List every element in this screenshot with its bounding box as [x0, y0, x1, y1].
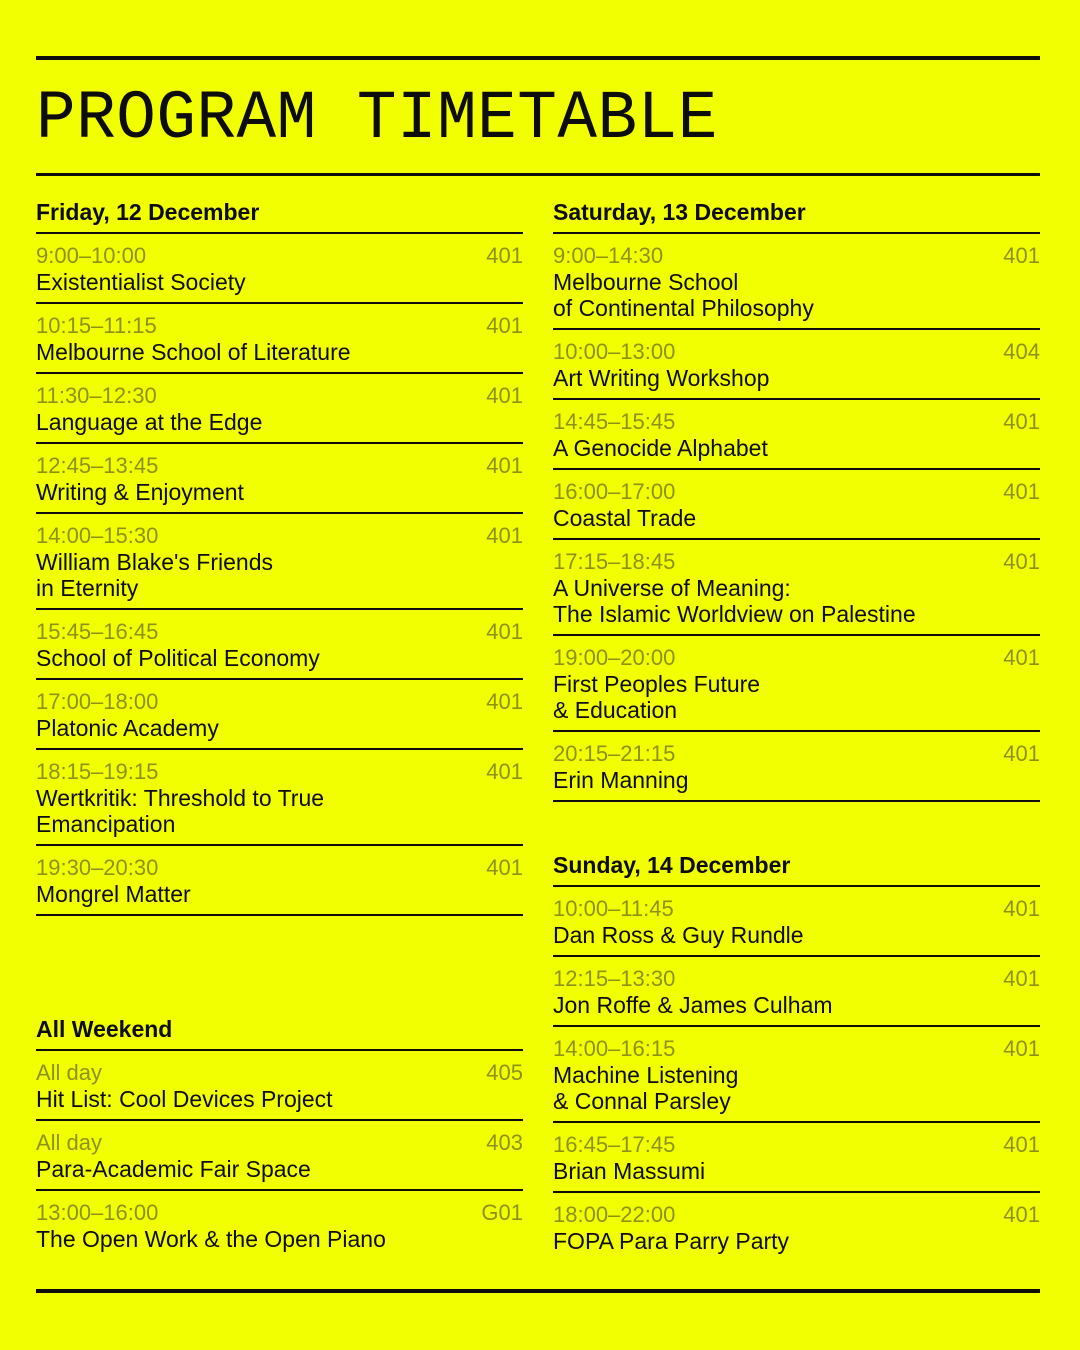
- event-time: 12:15–13:30: [553, 966, 676, 991]
- event-name: Wertkritik: Threshold to True Emancipation: [36, 785, 325, 837]
- event-name: A Genocide Alphabet: [553, 435, 768, 461]
- event-row: [553, 1027, 1040, 1123]
- event-time: 12:45–13:45: [36, 453, 159, 478]
- event-row: [36, 1191, 523, 1259]
- event-room: 405: [486, 1060, 523, 1085]
- saturday-events: [553, 234, 1040, 802]
- event-time: 19:00–20:00: [553, 645, 676, 670]
- event-room: 401: [486, 383, 523, 408]
- all-weekend-heading: All Weekend: [36, 1015, 523, 1051]
- event-time: All day: [36, 1130, 103, 1155]
- event-room: 401: [1003, 479, 1040, 504]
- event-time: 14:00–16:15: [553, 1036, 676, 1061]
- event-time: 10:00–11:45: [553, 896, 674, 921]
- event-row: [553, 1123, 1040, 1193]
- event-room: 401: [486, 313, 523, 338]
- event-name: Existentialist Society: [36, 269, 246, 295]
- event-row: [553, 636, 1040, 732]
- event-name: Melbourne School of Literature: [36, 339, 351, 365]
- event-time: 17:15–18:45: [553, 549, 676, 574]
- event-time: 10:00–13:00: [553, 339, 676, 364]
- event-room: 401: [1003, 896, 1040, 921]
- event-name: Erin Manning: [553, 767, 689, 793]
- event-name: Art Writing Workshop: [553, 365, 770, 391]
- event-room: 401: [1003, 1132, 1040, 1157]
- friday-heading: Friday, 12 December: [36, 198, 523, 234]
- event-name: FOPA Para Parry Party: [553, 1228, 790, 1254]
- event-room: 401: [1003, 1036, 1040, 1061]
- event-room: 401: [486, 243, 523, 268]
- event-room: G01: [481, 1200, 523, 1225]
- event-name: Para-Academic Fair Space: [36, 1156, 311, 1182]
- event-name: School of Political Economy: [36, 645, 320, 671]
- event-name: Platonic Academy: [36, 715, 219, 741]
- event-name: Dan Ross & Guy Rundle: [553, 922, 804, 948]
- event-row: [36, 304, 523, 374]
- sunday-section: [553, 851, 1040, 1261]
- event-row: [553, 732, 1040, 802]
- event-room: 401: [1003, 741, 1040, 766]
- event-name: Language at the Edge: [36, 409, 263, 435]
- friday-section: [36, 198, 523, 916]
- event-time: 9:00–10:00: [36, 243, 147, 268]
- event-time: 11:30–12:30: [36, 383, 157, 408]
- friday-events: [36, 234, 523, 916]
- event-row: [36, 846, 523, 916]
- event-name: Jon Roffe & James Culham: [553, 992, 833, 1018]
- event-room: 401: [486, 759, 523, 784]
- event-room: 401: [1003, 645, 1040, 670]
- saturday-section: [553, 198, 1040, 802]
- event-time: 16:00–17:00: [553, 479, 676, 504]
- event-row: [553, 540, 1040, 636]
- event-row: [36, 374, 523, 444]
- event-row: [36, 750, 523, 846]
- top-rule: [36, 56, 1040, 60]
- event-name: First Peoples Future & Education: [553, 671, 761, 723]
- event-row: [36, 444, 523, 514]
- event-name: Writing & Enjoyment: [36, 479, 244, 505]
- event-room: 401: [486, 689, 523, 714]
- title-rule: [36, 173, 1040, 176]
- event-name: The Open Work & the Open Piano: [36, 1226, 386, 1252]
- event-row: [36, 1121, 523, 1191]
- all-weekend-section: [36, 1015, 523, 1259]
- event-room: 401: [1003, 549, 1040, 574]
- event-room: 404: [1003, 339, 1040, 364]
- event-row: [553, 957, 1040, 1027]
- event-room: 401: [1003, 243, 1040, 268]
- event-time: 18:15–19:15: [36, 759, 159, 784]
- event-row: [36, 680, 523, 750]
- event-row: [36, 234, 523, 304]
- event-time: 17:00–18:00: [36, 689, 159, 714]
- event-row: [553, 470, 1040, 540]
- event-room: 403: [486, 1130, 523, 1155]
- event-name: Melbourne School of Continental Philosophy: [553, 269, 814, 321]
- event-name: Mongrel Matter: [36, 881, 191, 907]
- event-name: Hit List: Cool Devices Project: [36, 1086, 333, 1112]
- event-time: 14:00–15:30: [36, 523, 159, 548]
- event-time: 16:45–17:45: [553, 1132, 676, 1157]
- event-room: 401: [486, 523, 523, 548]
- event-room: 401: [1003, 966, 1040, 991]
- event-room: 401: [1003, 1202, 1040, 1227]
- event-row: [553, 887, 1040, 957]
- event-room: 401: [486, 619, 523, 644]
- event-row: [36, 1051, 523, 1121]
- bottom-rule: [36, 1289, 1040, 1293]
- event-room: 401: [486, 855, 523, 880]
- event-time: 15:45–16:45: [36, 619, 159, 644]
- sunday-heading: Sunday, 14 December: [553, 851, 1040, 887]
- event-row: [553, 234, 1040, 330]
- event-name: Coastal Trade: [553, 505, 697, 531]
- event-time: 9:00–14:30: [553, 243, 664, 268]
- event-time: 19:30–20:30: [36, 855, 159, 880]
- event-row: [36, 610, 523, 680]
- all-weekend-events: [36, 1051, 523, 1259]
- event-room: 401: [486, 453, 523, 478]
- event-time: All day: [36, 1060, 103, 1085]
- event-row: [36, 514, 523, 610]
- event-time: 13:00–16:00: [36, 1200, 159, 1225]
- event-time: 14:45–15:45: [553, 409, 676, 434]
- event-name: Machine Listening & Connal Parsley: [553, 1062, 739, 1114]
- event-row: [553, 1193, 1040, 1261]
- event-time: 18:00–22:00: [553, 1202, 676, 1227]
- event-room: 401: [1003, 409, 1040, 434]
- event-row: [553, 400, 1040, 470]
- event-name: William Blake's Friends in Eternity: [36, 549, 273, 601]
- event-name: Brian Massumi: [553, 1158, 706, 1184]
- event-row: [553, 330, 1040, 400]
- event-time: 10:15–11:15: [36, 313, 157, 338]
- saturday-heading: Saturday, 13 December: [553, 198, 1040, 234]
- event-time: 20:15–21:15: [553, 741, 676, 766]
- page-title: PROGRAM TIMETABLE: [36, 80, 718, 158]
- sunday-events: [553, 887, 1040, 1261]
- event-name: A Universe of Meaning: The Islamic Worldview on Palestine: [553, 575, 916, 627]
